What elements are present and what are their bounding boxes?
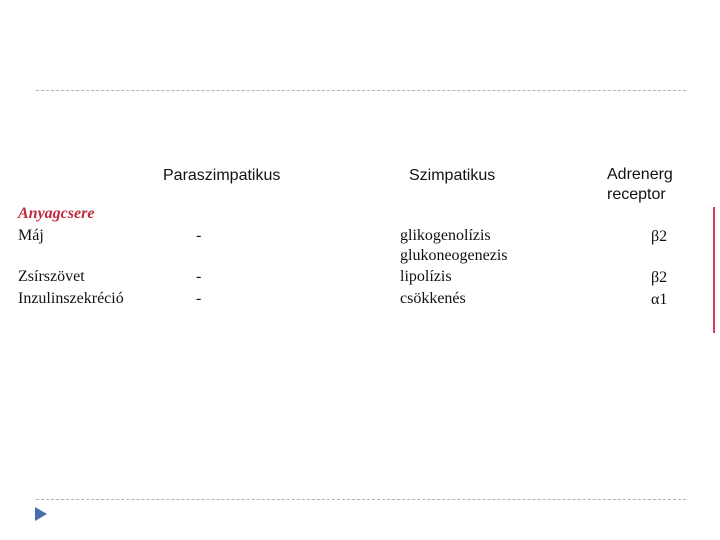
accent-bar bbox=[713, 207, 715, 333]
header-parasympathetic: Paraszimpatikus bbox=[163, 167, 281, 184]
sympathetic-effect: lipolízis bbox=[400, 268, 452, 285]
header-adrenergic-receptor: Adrenerg receptor bbox=[607, 166, 673, 203]
sympathetic-effect: glikogenolízis bbox=[400, 227, 491, 244]
receptor-value: α1 bbox=[651, 291, 668, 308]
bottom-divider bbox=[36, 499, 686, 500]
organ-label: Inzulinszekréció bbox=[18, 290, 124, 307]
top-divider bbox=[36, 90, 686, 91]
parasympathetic-value: - bbox=[196, 227, 202, 244]
sympathetic-effect: csökkenés bbox=[400, 290, 466, 307]
organ-label: Máj bbox=[18, 227, 44, 244]
parasympathetic-value: - bbox=[196, 290, 202, 307]
sympathetic-effect: glukoneogenezis bbox=[400, 247, 508, 264]
receptor-value: β2 bbox=[651, 228, 668, 245]
parasympathetic-value: - bbox=[196, 268, 202, 285]
section-title: Anyagcsere bbox=[18, 205, 95, 222]
receptor-value: β2 bbox=[651, 269, 668, 286]
header-sympathetic: Szimpatikus bbox=[409, 167, 496, 184]
organ-label: Zsírszövet bbox=[18, 268, 85, 285]
triangle-right-icon[interactable] bbox=[34, 506, 48, 522]
